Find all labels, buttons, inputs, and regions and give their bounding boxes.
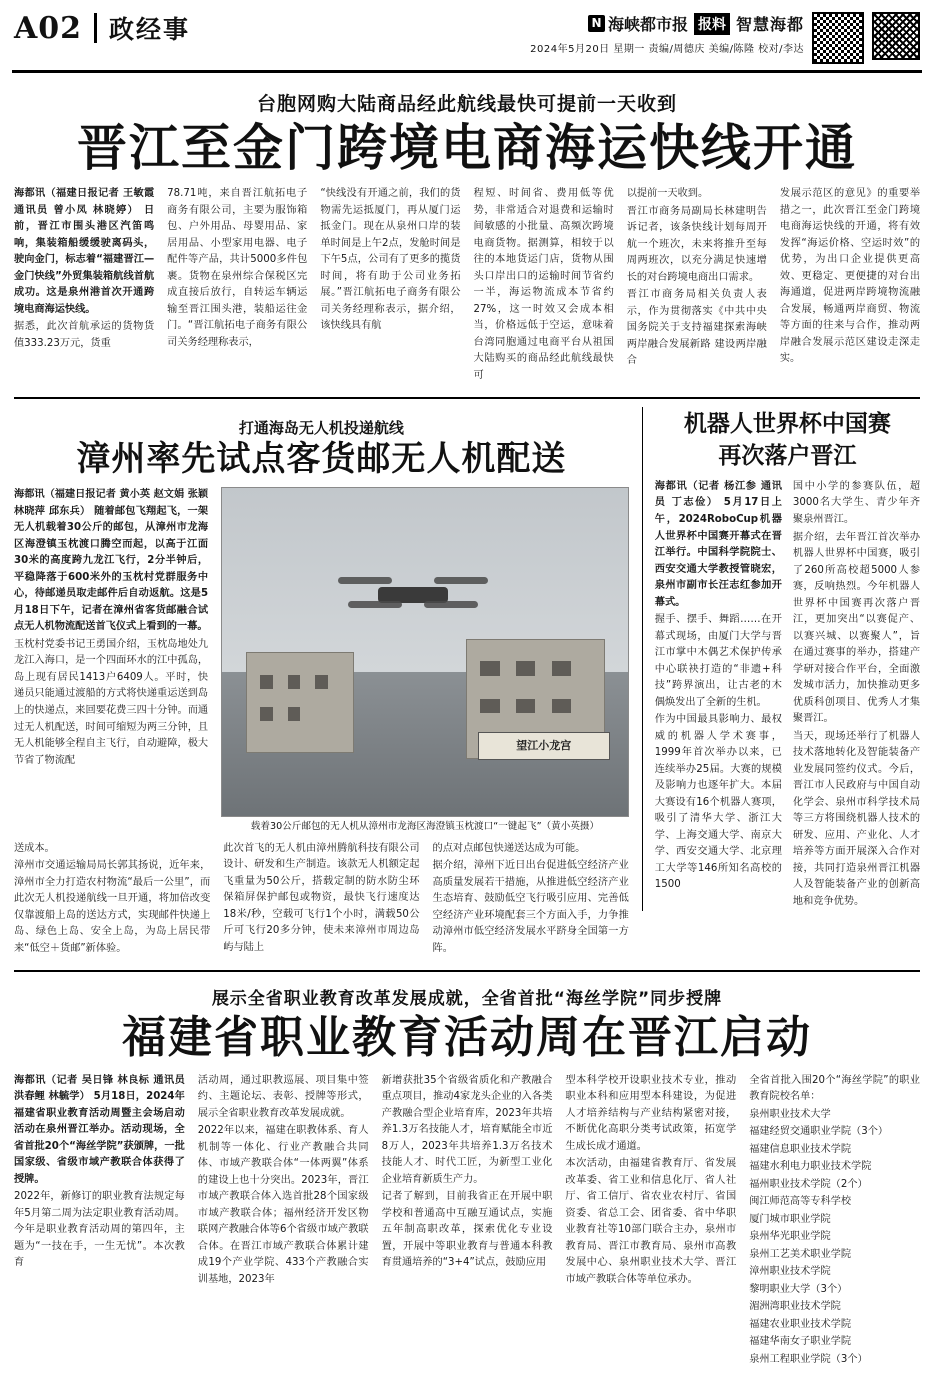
story2-headline: 漳州率先试点客货邮无人机配送: [76, 439, 567, 480]
masthead-rule: [12, 70, 922, 73]
paragraph: 海都讯（记者 吴日锋 林良标 通讯员 洪春鲤 林毓学） 5月18日，2024年福建省职业教育活动周暨主会场启动活动在泉州晋江举办。活动现场，全省首批20个“海丝学院”获颁牌，一批国家级、省级市域产教联合体获得了授牌。: [14, 1074, 185, 1185]
masthead-right: [530, 10, 920, 64]
page-number: A02: [14, 10, 83, 46]
story2-shoulder: 打通海岛无人机投递航线: [238, 419, 404, 438]
story2r-headline-line2: 再次落户晋江: [718, 442, 857, 470]
story3-columns: [0, 1073, 934, 1370]
paragraph: 晋江市商务局相关负责人表示，作为贯彻落实《中共中央 国务院关于支持福建探索海峡两岸融合发展新路 建设两岸融合: [626, 289, 767, 367]
masthead-brand-block: [530, 12, 804, 55]
masthead-divider: [94, 13, 97, 43]
paragraph: 程短、时间省、费用低等优势，非常适合对退费和运输时间敏感的小批量、高频次跨境电商货物。据测算，相较于以往的本地货运门店，货物从围头口岸出口的运输时间节省约一半，海运物流成本节省约27%，这一时效又会成本相当，价格远低于空运，意味着台湾同胞通过电商平台从祖国大陆购买的商品经此航线最快可: [473, 188, 614, 381]
qr-code-secondary-icon[interactable]: [872, 12, 920, 60]
qr-code-2-wrap: [872, 12, 920, 60]
list-item: 福建农业职业技术学院: [749, 1318, 852, 1330]
story3-col-3: [382, 1073, 553, 1370]
paragraph: 本次活动，由福建省教育厅、省发展改革委、省工业和信息化厅、省人社厅、省工信厅、省农业农村厅、省国资委、省总工会、团省委、省中华职业教育社等10部门联合主办，泉州市教育局、晋江市教育局、泉州市高教发展中心、泉州职业技术大学、晋江市域产教联合体等单位承办。: [565, 1158, 737, 1285]
photo-building-left: [246, 652, 353, 752]
list-item: 黎明职业大学（3个）: [749, 1283, 848, 1295]
list-item: 泉州华光职业学院: [749, 1231, 831, 1243]
brand-name: 海峡都市报: [607, 15, 688, 34]
paragraph: “快线没有开通之前，我们的货物需先运抵厦门，再从厦门运抵金门。现在从泉州口岸的装单时间是上午2点，发舱时间是下午5点，公司有了更多的揽货时间，将有助于公司业务拓展。”晋江航拓电子商务有限公司关务经理称表示，据介绍，该快线具有航: [320, 188, 461, 332]
story2-main: [14, 407, 629, 958]
story1-col-4: [474, 186, 614, 385]
paragraph: 晋江市商务局副局长林建明告诉记者，该条快线计划每周开航一个班次，未来将推升至每周两班次，以充分满足快速增长的对台跨境电商出口需求。: [626, 205, 767, 283]
paragraph: 2022年，新修订的职业教育法规定每年5月第二周为法定职业教育活动周。今年是职业教育活动周的第四年，主题为“一技在手，一生无忧”。本次教育: [14, 1191, 185, 1269]
drone-photo: [221, 487, 629, 817]
list-item: 泉州工程职业学院（3个）: [749, 1353, 868, 1365]
list-item: 泉州工艺美术职业学院: [749, 1248, 852, 1260]
paragraph: 记者了解到，目前我省正在开展中职学校和普通高中互融互通试点，实施五年制高职改革，探索优化专业设置，开展中等职业教育与普通本科教育贯通培养的“3+4”试点，鼓励应用: [381, 1191, 553, 1269]
list-item: 福州职业技术学院（2个）: [749, 1178, 868, 1190]
paragraph: 型本科学校开设职业技术专业，推动职业本科和应用型本科建设，为促进人才培养结构与产业结构紧密对接，不断优化高职分类考试政策，拓宽学生成长成才通道。: [565, 1074, 737, 1152]
story2r-col-2: [793, 479, 920, 911]
paragraph: 据介绍，去年晋江首次举办机器人世界杯中国赛，吸引了260所高校超5000人参赛，反响热烈。今年机器人世界杯中国赛再次落户晋江，更加突出“以赛促产、以赛兴城、以赛聚人”，旨在通过赛事的举办，搭建产学研对接合作平台，全面激发城市活力，加快推动更多优质科创项目、优秀人才集聚晋江。: [792, 531, 921, 725]
paragraph: 活动周，通过职教巡展、项目集中签约、主题论坛、表彰、授牌等形式，展示全省职业教育改革发展成就。: [197, 1074, 369, 1119]
paragraph: 新增获批35个省级省质化和产教融合重点项目，推动4家龙头企业的入各类产教融合型企业培育库，2023年共培养1.3万名技能人才，培育赋能全市近8万人，2023年共培养1.3万名技术技能人才、时代工匠，为新型工业化企业培育新质生产力。: [381, 1074, 553, 1185]
list-item: 湄洲湾职业技术学院: [749, 1301, 841, 1313]
tipline-badge: 报料: [694, 13, 730, 35]
paragraph: 漳州市交通运输局局长郭其扬说，近年来，漳州市全力打造农村物流“最后一公里”，而此次无人机投递航线一旦开通，将加倍改变仅靠渡船上岛的送达方式，实现邮件快递上岛、绿色上岛、安全上岛，为岛上居民带来“低空＋货邮”新体验。: [14, 860, 211, 954]
list-item: 福建信息职业技术学院: [749, 1143, 852, 1155]
drone-icon: [378, 587, 448, 603]
qr-code-icon[interactable]: [812, 12, 864, 64]
story3-headline: 福建省职业教育活动周在晋江启动: [122, 1012, 812, 1064]
story3-shoulder: 展示全省职业教育改革发展成就，全省首批“海丝学院”同步授牌: [211, 989, 723, 1010]
story1-col-5: [627, 186, 767, 385]
story2r-body: [655, 479, 920, 911]
dateline: 2024年5月20日 星期一 责编/周德庆 美编/陈隆 校对/李达: [530, 44, 804, 55]
story3-col-4: [565, 1073, 736, 1370]
school-list-title: 全省首批入围20个“海丝学院”的职业教育院校名单：: [749, 1074, 920, 1103]
brand-line: [530, 12, 804, 35]
story2-body-lower: [14, 841, 629, 959]
list-item: 福建华南女子职业学院: [749, 1336, 852, 1348]
story3-col-2: [198, 1073, 369, 1370]
paragraph: 作为中国最具影响力、最权威的机器人学术赛事，1999年首次举办以来，已连续举办25届。大赛的规模及影响力也逐年扩大。本届大赛设有16个机器人赛项，吸引了清华大学、浙江大学、上海交通大学、南京大学、西安交通大学、北京理工大学等146所知名高校的1500: [654, 714, 782, 891]
story2-col-2: [14, 841, 210, 959]
paragraph: 海都讯（福建日报记者 黄小英 赵文娟 张颖 林晓萍 邱东兵） 随着邮包飞翔起飞，一架无人机载着30公斤的邮包，从漳州市龙海区海澄镇玉枕渡口腾空而起，以高于江面30米的高度跨九龙江飞行，2分半钟后，平稳降落于600米外的玉枕村党群服务中心，待邮递员取走邮件后自动返航。这是5月18日下午，记者在漳州省客货邮融合试点无人机物流配送首飞仪式上看到的一幕。: [14, 489, 209, 633]
story2-col-4: [433, 841, 629, 959]
paragraph: 以提前一天收到。: [626, 188, 709, 199]
story1-col-3: [320, 186, 460, 385]
story2r-wrapper: [642, 407, 920, 911]
story3-col-1: [14, 1073, 185, 1370]
newspaper-logo: [588, 12, 688, 35]
app-name: 智慧海都: [735, 15, 804, 34]
paragraph: 海都讯（记者 杨江参 通讯员 丁志俭） 5月17日上午，2024RoboCup机器人世界杯中国赛开幕式在晋江举行。中国科学院院士、西安交通大学教授管晓宏，泉州市副市长汪志红参加开幕式。: [654, 480, 782, 608]
paragraph: 当天，现场还举行了机器人技术落地转化及智能装备产业发展同签约仪式。今后，晋江市人民政府与中国自动化学会、泉州市科学技术局等三方将围绕机器人技术的研发、应用、产业化、人才培养等方面开展深入合作对接，共同打造泉州晋江机器人及智能装备产业的创新高地和竞争优势。: [792, 730, 921, 907]
paragraph: 发展示范区的意见》的重要举措之一，此次晋江至金门跨境电商海运快线的开通，将有效发挥“海运价格、空运时效”的优势，为出口企业提供更高效、更稳定、更便捷的对台出海通道，促进两岸跨境物流融合发展，畅通两岸商贸、物流等方面的往来与合作，推动两岸融合发展示范区建设走深走实。: [779, 188, 921, 365]
paragraph: 据介绍，漳州下近日出台促进低空经济产业高质量发展若干措施，从推进低空经济产业生态培育、鼓励低空飞行吸引应用、完善低空经济产业环境配套三个方面入手，力争推动漳州市低空经济发展水平跻身全国第一方阵。: [432, 860, 629, 954]
paragraph: 送成本。: [14, 842, 55, 854]
list-item: 福建水利电力职业技术学院: [749, 1161, 872, 1173]
story2-col-1: [14, 487, 208, 834]
section-title: 政经事: [109, 15, 191, 44]
paragraph: 玉枕村党委书记王勇国介绍，玉枕岛地处九龙江入海口，是一个四面环水的江中孤岛，岛上现有居民1413户6409人。平时，快递员只能通过渡船的方式将快递重运送到岛上的快递点，来回要花费三四十分钟。而通过无人机配送，时间可缩短为两三分钟，且无人机能够全程自主飞行，自动避障，极大节省了物流配: [14, 638, 209, 766]
story2-bottom-rule: [14, 970, 920, 972]
list-item: 闽江师范高等专科学校: [749, 1196, 852, 1208]
qr-code-1-wrap: [812, 12, 864, 64]
story2-body: [14, 487, 629, 834]
list-item: 泉州职业技术大学: [749, 1108, 831, 1120]
story2r-headline-line1: 机器人世界杯中国赛: [683, 410, 891, 438]
paragraph: 的点对点邮包快递送达成为可能。: [432, 842, 586, 854]
paragraph: 2022年以来，福建在职教体系、育人机制等一体化、行业产教融合共同体、市域产教联合体“一体两翼”体系的建设上也十分突出。2023年，晋江市域产教联合体入选首批28个国家级市域产教联合体；福州经济开发区物联网产教融合体等6个省级市域产教联合体。在晋江市域产教联合体累计建成19个产业学院、433个产教融合实训基地，2023年: [197, 1125, 369, 1285]
story2-col-3: [223, 841, 419, 959]
story1-bottom-rule: [14, 397, 920, 399]
photo-caption: 载着30公斤邮包的无人机从漳州市龙海区海澄镇玉枕渡口“一键起飞”（黄小英摄）: [250, 821, 600, 833]
story1-col-1: [14, 186, 154, 385]
story2r-col-1: [655, 479, 782, 911]
list-item: 福建经贸交通职业学院（3个）: [749, 1126, 889, 1138]
story3-school-list: [749, 1073, 920, 1370]
story1-headline: 晋江至金门跨境电商海运快线开通: [77, 118, 857, 177]
list-item: 漳州职业技术学院: [749, 1266, 831, 1278]
masthead-left: [14, 10, 190, 46]
list-item: 厦门城市职业学院: [749, 1213, 831, 1225]
photo-banner-text: 望江小龙宫: [478, 732, 610, 760]
story1-shoulder: 台胞网购大陆商品经此航线最快可提前一天收到: [256, 93, 677, 115]
paragraph: 此次首飞的无人机由漳州腾航科技有限公司设计、研发和生产制造。该款无人机额定起飞重量为50公斤，搭载定制的防水防尘环保箱屏保护邮包或物资，最快飞行速度达18米/秒，空载可飞行1个小时，满载50公斤可飞行20多分钟，使未来漳州市周边岛屿与陆上: [223, 842, 420, 953]
paragraph: 握手、摆手、舞蹈……在开幕式现场，由厦门大学与晋江市掌中木偶艺术保护传承中心联袂打造的“非遗+科技”跨界演出，让古老的木偶焕发出了全新的生机。: [654, 614, 782, 708]
story2-wrapper: [0, 407, 934, 958]
paragraph: 据悉，此次首航承运的货物货值333.23万元，货重: [14, 321, 155, 349]
story1-columns: [0, 186, 934, 385]
logo-mark-icon: N: [588, 15, 605, 32]
paragraph: 国中小学的参赛队伍，超3000名大学生、青少年齐聚泉州晋江。: [792, 480, 921, 525]
paragraph: 海都讯（福建日报记者 王敏霞 通讯员 曾小凤 林晓婷） 日前，晋江市围头港区汽笛鸣响，集装箱船缓缓驶离码头，驶向金门，标志着“福建晋江—金门快线”外贸集装箱航线首航成功。这是泉州港首次开通跨境电商海运快线。: [14, 188, 155, 315]
story1-col-2: [167, 186, 307, 385]
paragraph: 78.71吨，来自晋江航拓电子商务有限公司，主要为服饰箱包、户外用品、母婴用品、家居用品、小型家用电器、电子配件等产品，共计5000多件包裹。货物在泉州综合保税区完成直接后放行，自转运车辆运输至晋江围头港，装船运往金门。“晋江航拓电子商务有限公司关务经理称表示，: [167, 188, 308, 348]
story2-photo-block: [221, 487, 629, 834]
masthead: [0, 0, 934, 68]
story1-col-6: [780, 186, 920, 385]
